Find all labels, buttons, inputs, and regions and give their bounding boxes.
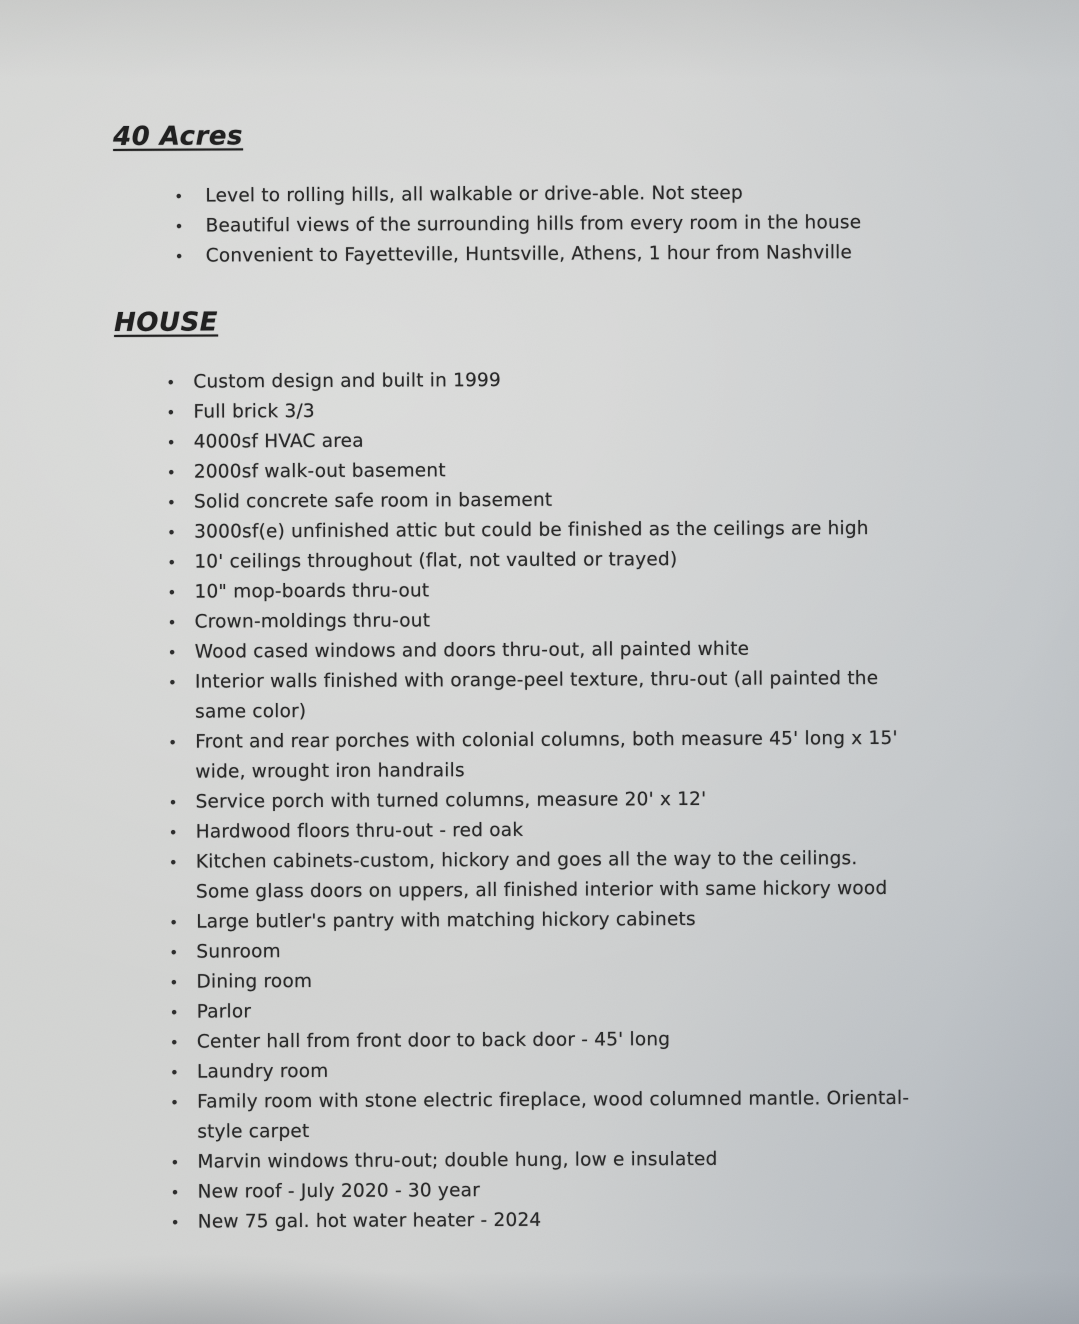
list-item <box>168 1143 1002 1177</box>
list-item-text: Beautiful views of the surrounding hills from every room in the house <box>205 212 862 237</box>
list-item-text: Custom design and built in 1999 <box>193 369 502 393</box>
bullet-icon: • <box>169 973 179 992</box>
list-item <box>167 933 1001 967</box>
list-item-text: Parlor <box>196 1001 252 1023</box>
list-item-text: Sunroom <box>196 941 281 963</box>
list-item <box>172 207 997 241</box>
list-item <box>166 603 1000 637</box>
document-body <box>113 117 1003 1238</box>
list-item-text: 10" mop-boards thru-out <box>194 580 430 603</box>
list-item-text: Solid concrete safe room in basement <box>193 489 553 513</box>
bullet-icon: • <box>170 1183 180 1202</box>
bullet-icon: • <box>166 433 176 452</box>
list-item <box>172 177 997 211</box>
list-item-text: Hardwood floors thru-out - red oak <box>195 819 524 843</box>
bullet-icon: • <box>169 1033 179 1052</box>
bullet-icon: • <box>167 553 177 572</box>
list-item-text: 2000sf walk-out basement <box>193 460 446 483</box>
bullet-icon: • <box>169 1003 179 1022</box>
list-item <box>166 663 1000 727</box>
list-item-text: New 75 gal. hot water heater - 2024 <box>197 1209 542 1233</box>
bullet-icon: • <box>166 463 176 482</box>
list-item <box>167 963 1001 997</box>
list-item <box>165 423 999 457</box>
bullet-icon: • <box>169 1063 180 1082</box>
bullet-icon: • <box>168 793 178 812</box>
list-item-text: 3000sf(e) unfinished attic but could be finished as the ceilings are high <box>194 518 869 543</box>
section-heading: 40 Acres <box>113 121 244 152</box>
bullet-icon: • <box>170 1153 180 1172</box>
list-item-text: Level to rolling hills, all walkable or drive-able. Not steep <box>205 182 743 207</box>
list-item-text: New roof - July 2020 - 30 year <box>197 1180 481 1203</box>
list-item <box>167 813 1001 847</box>
list-item-text: Laundry room <box>196 1060 329 1083</box>
bullet-icon: • <box>170 1093 180 1112</box>
bullet-icon: • <box>167 523 177 542</box>
list-item-text: Crown-moldings thru-out <box>194 610 431 633</box>
list-item <box>169 1173 1003 1207</box>
list-item <box>165 573 999 607</box>
list-item-text: Marvin windows thru-out; double hung, low e insulated <box>197 1148 718 1173</box>
document-section <box>114 303 1003 1238</box>
list-item-text: 4000sf HVAC area <box>193 430 364 453</box>
list-item-text: Service porch with turned columns, measure 20' x 12' <box>195 788 707 813</box>
bullet-icon: • <box>168 823 178 842</box>
bullet-icon: • <box>170 1213 180 1232</box>
list-item-text: Dining room <box>196 970 313 993</box>
list-item-text: 10' ceilings throughout (flat, not vaulted or trayed) <box>194 549 678 573</box>
bullet-icon: • <box>166 493 177 512</box>
list-item <box>173 237 998 271</box>
list-item <box>168 993 1002 1027</box>
list-item <box>166 723 1000 787</box>
list-item-text: Family room with stone electric fireplace, wood columned mantle. Oriental- style carpet <box>197 1087 910 1143</box>
list-item <box>167 843 1001 907</box>
list-item <box>168 1083 1002 1147</box>
list-item-text: Center hall from front door to back door - 45' long <box>196 1029 671 1053</box>
bullet-icon: • <box>166 373 176 392</box>
list-item <box>169 1203 1003 1237</box>
list-item <box>165 513 999 547</box>
bullet-icon: • <box>166 403 176 422</box>
list-item <box>164 393 998 427</box>
list-item-text: Convenient to Fayetteville, Huntsville, Athens, 1 hour from Nashville <box>205 242 853 267</box>
list-item <box>164 363 998 397</box>
bullet-icon: • <box>169 943 179 962</box>
list-item-text: Large butler's pantry with matching hickory cabinets <box>196 908 696 933</box>
bullet-icon: • <box>174 247 184 266</box>
list-item-text: Kitchen cabinets-custom, hickory and goes all the way to the ceilings. Some glass doors on uppers, all finished interior with same hickory wood <box>195 848 888 903</box>
document-section <box>113 117 998 272</box>
section-heading: HOUSE <box>113 307 219 338</box>
bullet-icon: • <box>169 913 179 932</box>
list-item <box>167 903 1001 937</box>
bullet-icon: • <box>168 733 178 752</box>
section-list <box>113 177 997 272</box>
list-item-text: Front and rear porches with colonial columns, both measure 45' long x 15' wide, wrought iron handrails <box>195 727 898 783</box>
list-item <box>165 453 999 487</box>
bullet-icon: • <box>167 643 177 662</box>
list-item <box>168 1053 1002 1087</box>
bullet-icon: • <box>167 673 178 692</box>
bullet-icon: • <box>167 613 177 632</box>
bullet-icon: • <box>167 583 177 602</box>
list-item-text: Full brick 3/3 <box>193 400 315 423</box>
list-item <box>165 483 999 517</box>
list-item-text: Wood cased windows and doors thru-out, all painted white <box>194 638 750 663</box>
bullet-icon: • <box>174 187 184 206</box>
list-item <box>168 1023 1002 1057</box>
list-item-text: Interior walls finished with orange-peel texture, thru-out (all painted the same color) <box>194 668 879 723</box>
list-item <box>166 783 1000 817</box>
list-item <box>166 633 1000 667</box>
list-item <box>165 543 999 577</box>
bullet-icon: • <box>168 853 178 872</box>
bullet-icon: • <box>174 217 184 236</box>
section-list <box>114 363 1003 1238</box>
